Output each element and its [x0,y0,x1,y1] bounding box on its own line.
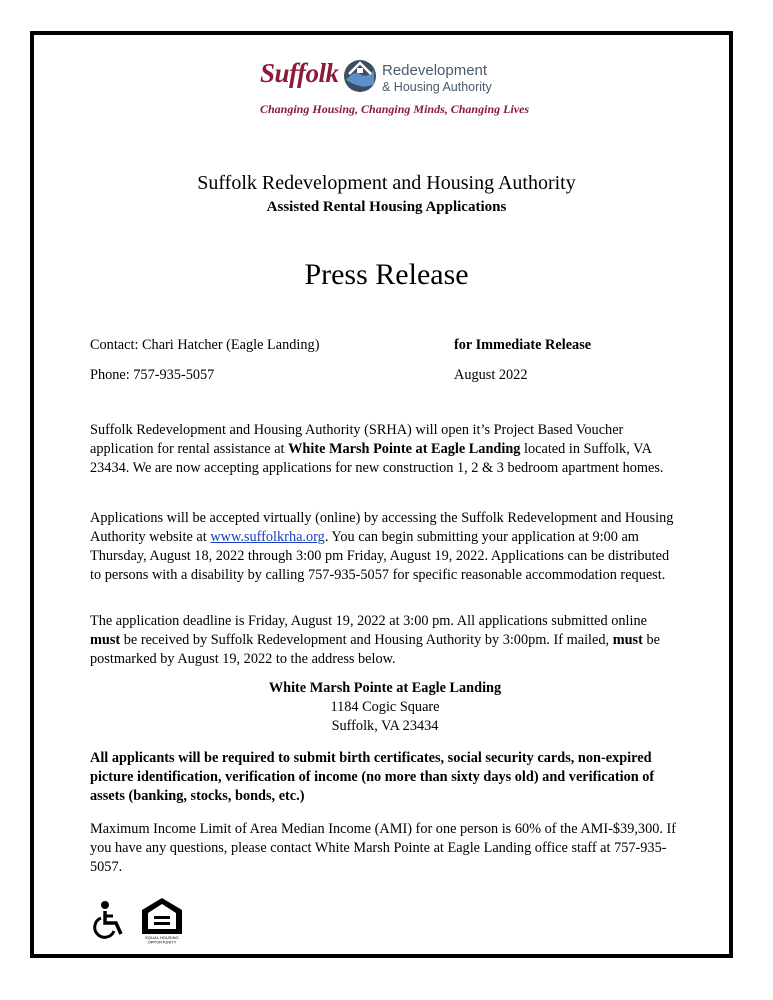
logo-org-line2: & Housing Authority [382,80,492,94]
page-border [30,31,733,958]
logo-brand: Suffolk [260,58,339,88]
eho-text-line1: EQUAL HOUSING [145,935,179,940]
paragraph-intro: Suffolk Redevelopment and Housing Authority (SRHA) will open it’s Project Based Voucher application for rental assistance at White Marsh Pointe at Eagle Landing located in Suffolk, VA 23434. We are now accepting applications for new construction 1, 2 & 3 bedroom apartment homes. [90,422,664,476]
org-title: Suffolk Redevelopment and Housing Authority [197,172,576,194]
contact-line: Contact: Chari Hatcher (Eagle Landing) [90,337,320,353]
phone-line: Phone: 757-935-5057 [90,367,215,383]
website-link[interactable]: www.suffolkrha.org [210,529,325,545]
eho-text-line2: OPPORTUNITY [147,939,177,944]
paragraph-requirements: All applicants will be required to submit birth certificates, social security cards, non-expired picture identification, verification of income (no more than sixty days old) and verification of assets (banking, stocks, bonds, etc.) [90,750,655,804]
paragraph-deadline: The application deadline is Friday, August 19, 2022 at 3:00 pm. All applications submitted online must be received by Suffolk Redevelopment and Housing Authority by 3:00pm. If mailed, must be postmarked by August 19, 2022 to the address below. [90,613,660,667]
doc-title: Press Release [304,258,469,291]
release-date: August 2022 [454,367,528,383]
release-label: for Immediate Release [454,337,592,353]
house-roof-icon [340,54,380,94]
wheelchair-icon [92,900,128,940]
paragraph-income-limit: Maximum Income Limit of Area Median Income (AMI) for one person is 60% of the AMI-$39,300. If you have any questions, please contact White Marsh Pointe at Eagle Landing office staff at 757-935-5057. [90,821,677,875]
subtitle: Assisted Rental Housing Applications [266,199,507,215]
equal-housing-opportunity-icon [136,896,188,944]
logo-org-line1: Redevelopment [382,62,488,79]
srha-logo [260,54,530,120]
property-name: White Marsh Pointe at Eagle Landing [288,441,521,457]
logo-tagline: Changing Housing, Changing Minds, Changing Lives [260,102,530,116]
mailing-address [90,679,680,736]
address-city: Suffolk, VA 23434 [331,718,439,734]
address-street: 1184 Cogic Square [330,699,440,715]
paragraph-applications: Applications will be accepted virtually (online) by accessing the Suffolk Redevelopment and Housing Authority website at www.suffolkrha.org. You can begin submitting your application at 9:00 am Thursday, August 18, 2022 through 3:00 pm Friday, August 19, 2022. Applications can be distributed to persons with a disability by calling 757-935-5057 for specific reasonable accommodation request. [90,510,674,583]
address-name: White Marsh Pointe at Eagle Landing [268,680,502,696]
footer-icons [92,896,202,944]
